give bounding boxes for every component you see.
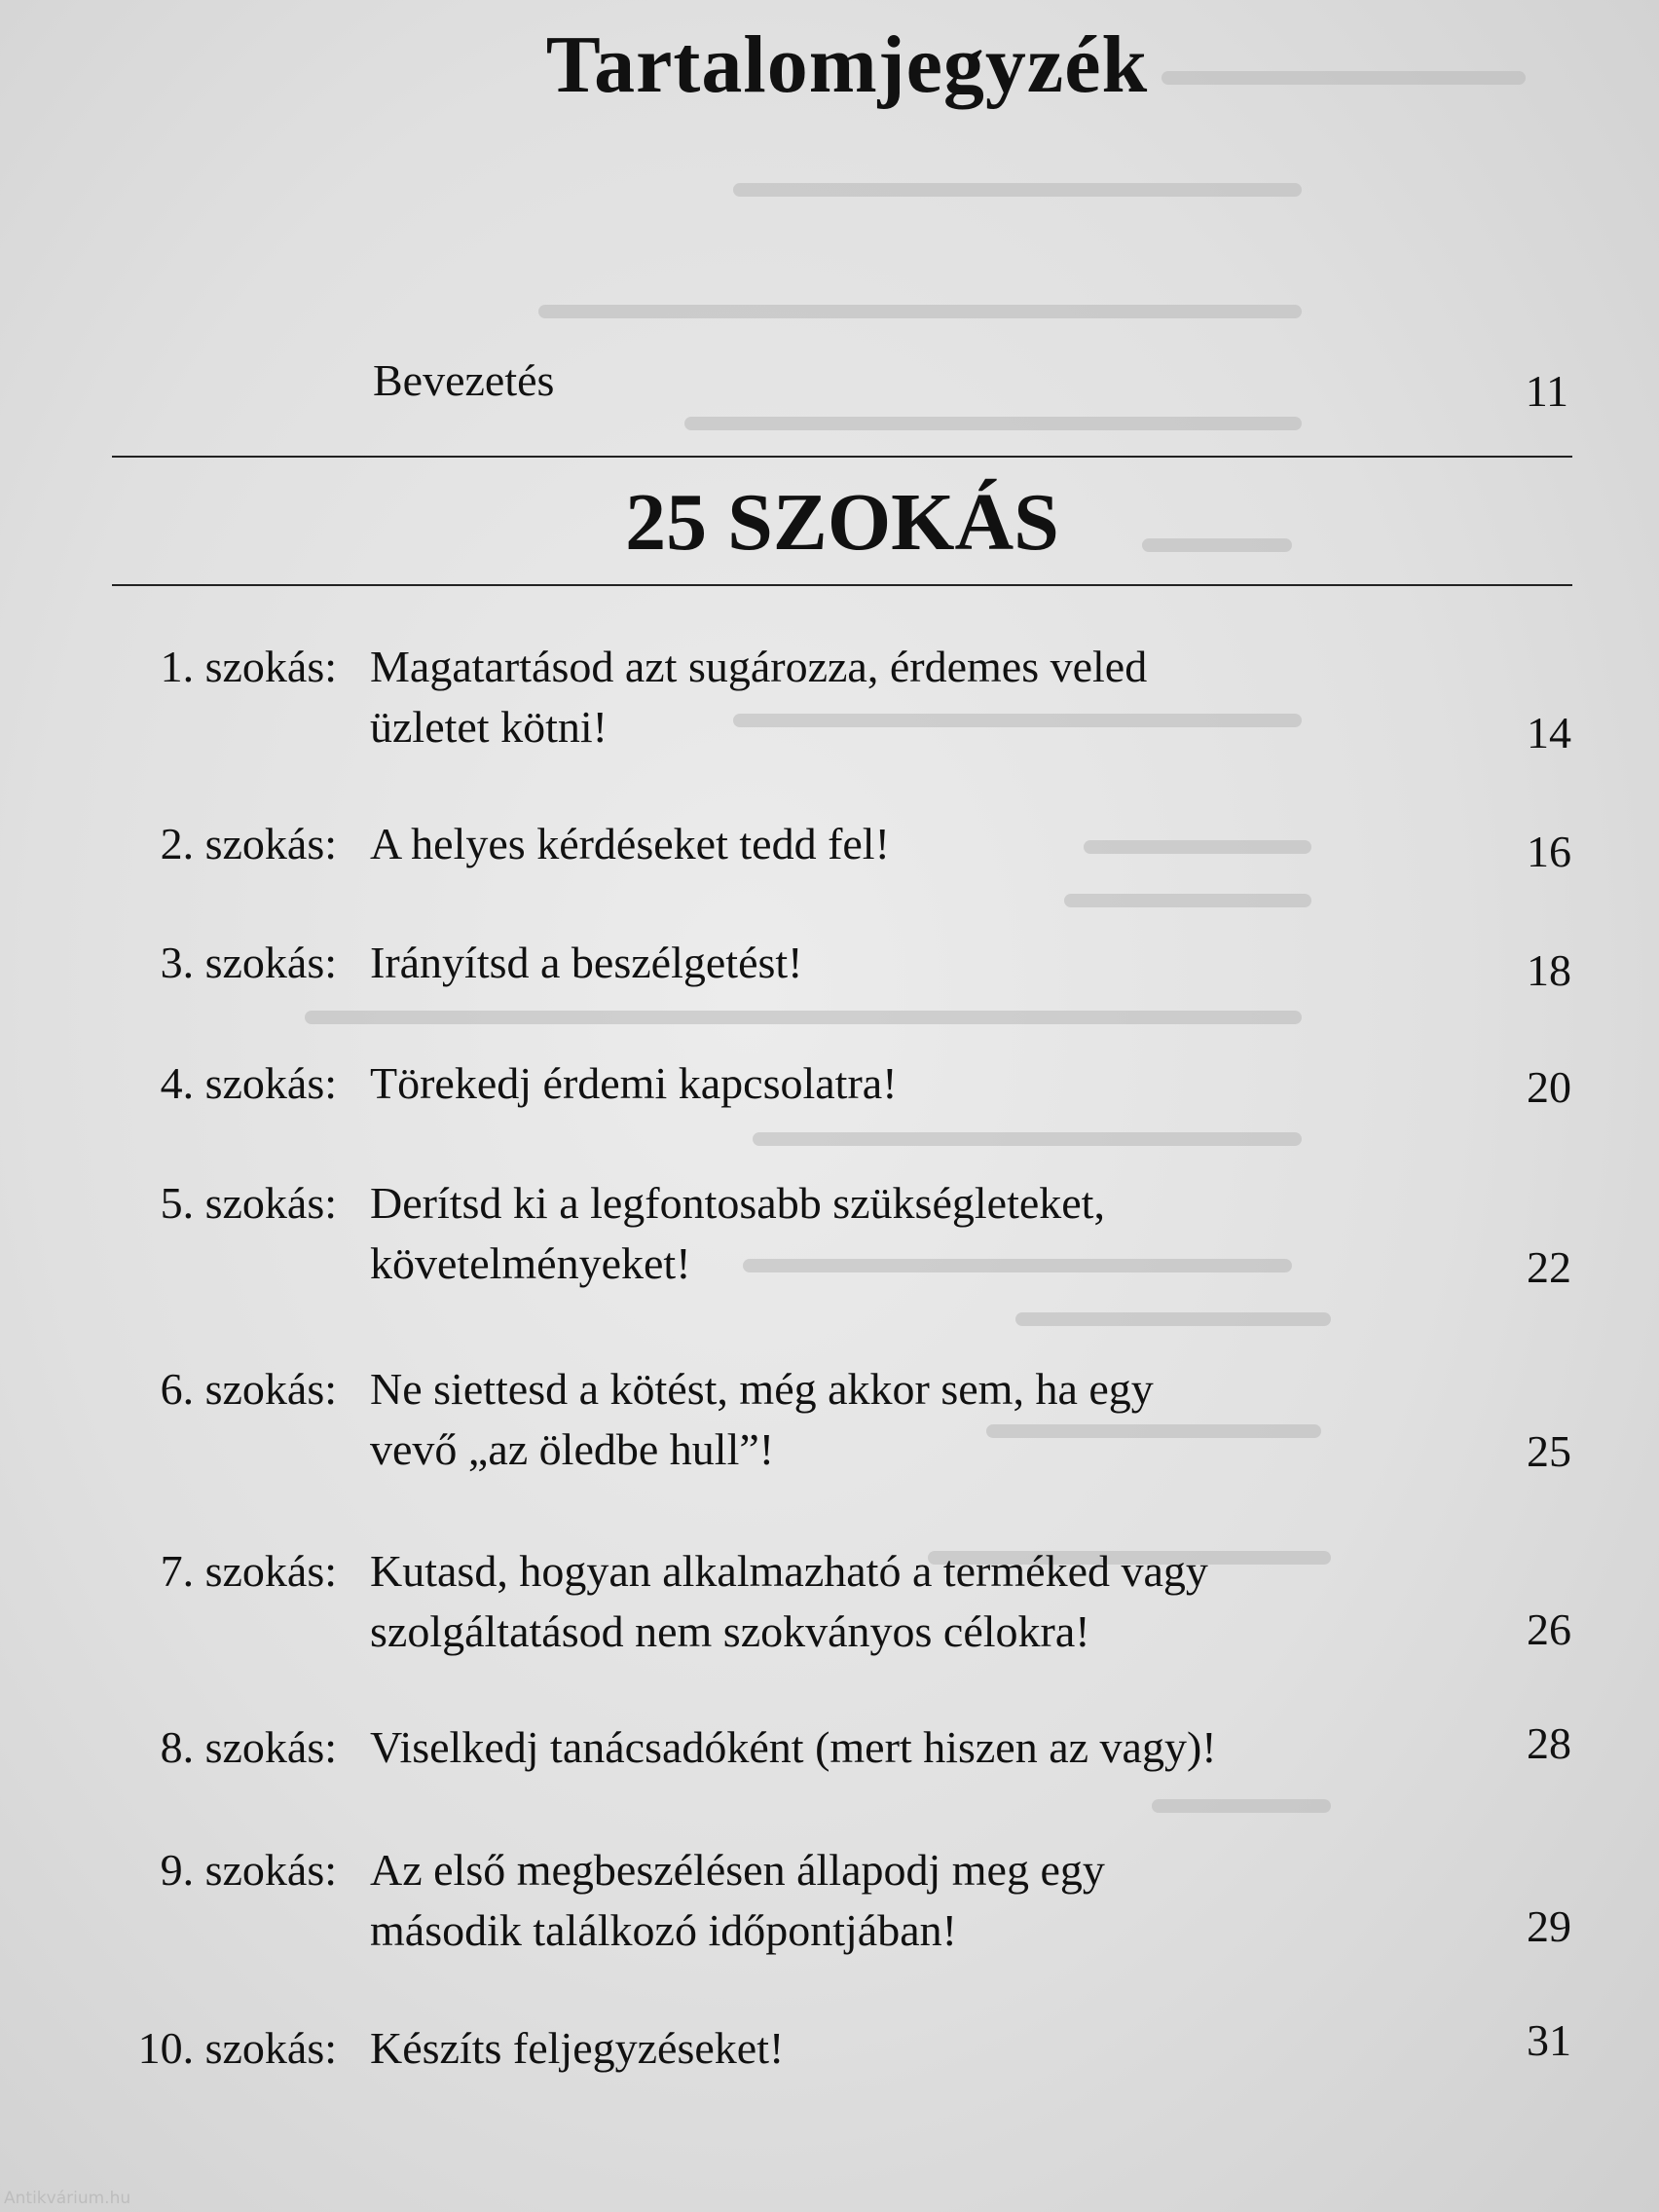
entry-label: 3. szokás: [160,938,337,987]
entry-title: A helyes kérdéseket tedd fel! [370,819,890,868]
section-bottom-rule [112,584,1572,586]
entry-page-number: 16 [1527,827,1571,876]
entry-label: 4. szokás: [160,1058,337,1108]
entry-page-number: 26 [1527,1604,1571,1654]
intro-entry-label: Bevezetés [373,355,555,405]
entry-title: Törekedj érdemi kapcsolatra! [370,1058,898,1108]
entry-title: Ne siettesd a kötést, még akkor sem, ha egy vevő „az öledbe hull”! [370,1364,1154,1474]
entry-label: 8. szokás: [160,1722,337,1772]
entry-page-number: 18 [1527,945,1571,995]
section-top-rule [112,456,1572,458]
entry-page-number: 22 [1527,1242,1571,1292]
entry-label: 10. szokás: [137,2023,337,2073]
entry-title: Viselkedj tanácsadóként (mert hiszen az vagy)! [370,1722,1217,1772]
entry-title: Magatartásod azt sugározza, érdemes veled üzletet kötni! [370,642,1148,752]
entry-label: 1. szokás: [160,642,337,691]
page-title: Tartalomjegyzék [545,19,1149,110]
entry-label: 6. szokás: [160,1364,337,1414]
entry-title: Irányítsd a beszélgetést! [370,938,803,987]
entry-title: Készíts feljegyzéseket! [370,2023,785,2073]
entry-label: 2. szokás: [160,819,337,868]
entry-label: 9. szokás: [160,1845,337,1895]
watermark: Antikvárium.hu [4,2189,131,2208]
entry-page-number: 14 [1527,708,1571,757]
intro-entry-page-number: 11 [1525,366,1568,416]
entry-page-number: 31 [1527,2015,1571,2065]
entry-label: 5. szokás: [160,1178,337,1228]
entry-page-number: 25 [1527,1426,1571,1476]
entry-page-number: 28 [1527,1718,1571,1768]
entry-title: Az első megbeszélésen állapodj meg egy második találkozó időpontjában! [370,1845,1105,1955]
entry-title: Derítsd ki a legfontosabb szükségleteket, követelményeket! [370,1178,1105,1288]
entry-label: 7. szokás: [160,1546,337,1596]
entry-title: Kutasd, hogyan alkalmazható a terméked vagy szolgáltatásod nem szokványos célokra! [370,1546,1208,1656]
entry-page-number: 29 [1527,1901,1571,1951]
section-title: 25 SZOKÁS [625,477,1059,568]
entry-page-number: 20 [1527,1062,1571,1112]
